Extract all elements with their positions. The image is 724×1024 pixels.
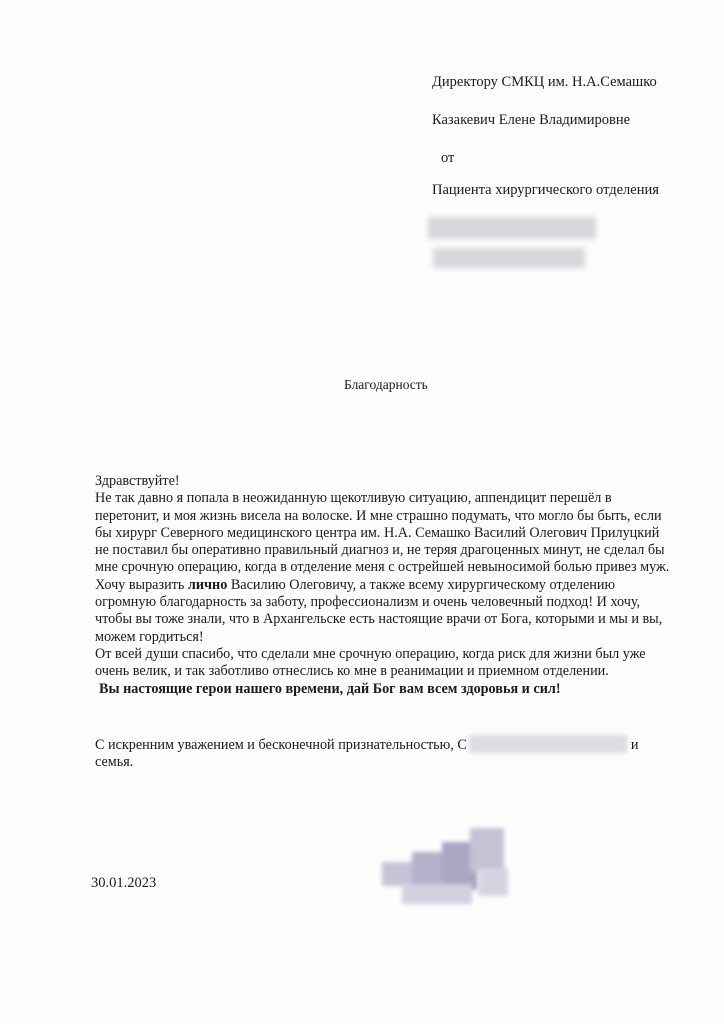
letter-body [95, 473, 675, 698]
recipient-line-1: Директору СМКЦ им. Н.А.Семашко [432, 74, 657, 90]
greeting: Здравствуйте! [95, 473, 180, 489]
paragraph-3: От всей души спасибо, что сделали мне срочную операцию, когда риск для жизни был уже очень велик, и так заботливо отнеслись ко мне в реанимации и приемном отделении. [95, 645, 646, 680]
from-label: от [441, 150, 455, 166]
closing-suffix: и [630, 737, 639, 753]
closing [95, 735, 675, 772]
letter-title: Благодарность [344, 377, 428, 392]
closing-text: С искренним уважением и бесконечной признательностью, С [95, 737, 467, 753]
closing-line-2: семья. [95, 754, 134, 771]
paragraph-1: Не так давно я попала в неожиданную щекотливую ситуацию, аппендицит перешёл в перетонит, и моя жизнь висела на волоске. И мне страшно подумать, что могло бы быть, если бы хирург Северного медицинского центра им. Н.А. Семашко Василий Олегович Прилуцкий не поставил бы оперативно правильный диагноз и, не теряя драгоценных минут, не сделал бы мне срочную операцию, когда в отделение меня с острейшей невыносимой болью привез муж. [95, 490, 670, 576]
paragraph-2-emphasis: лично [187, 576, 228, 593]
paragraph-4-bold: Вы настоящие герои нашего времени, дай Бог вам всем здоровья и сил! [99, 680, 561, 697]
redacted-address [433, 248, 585, 268]
paragraph-2-start: Хочу выразить [95, 576, 188, 593]
redacted-signatory [469, 735, 627, 753]
letter-date: 30.01.2023 [91, 875, 157, 891]
paragraph-2-rest: Василию Олеговичу, а также всему хирургическому отделению огромную благодарность за заботу, профессионализм и очень человечный подход! И хочу, чтобы вы тоже знали, что в Архангельске есть настоящие врачи от Бога, которыми и мы и вы, можем гордиться! [95, 576, 663, 645]
paragraph-2 [95, 577, 675, 646]
recipient-line-2: Казакевич Елене Владимировне [432, 112, 631, 128]
redacted-name [428, 217, 596, 239]
redacted-signature [382, 822, 518, 914]
sender-line: Пациента хирургического отделения [432, 182, 659, 198]
